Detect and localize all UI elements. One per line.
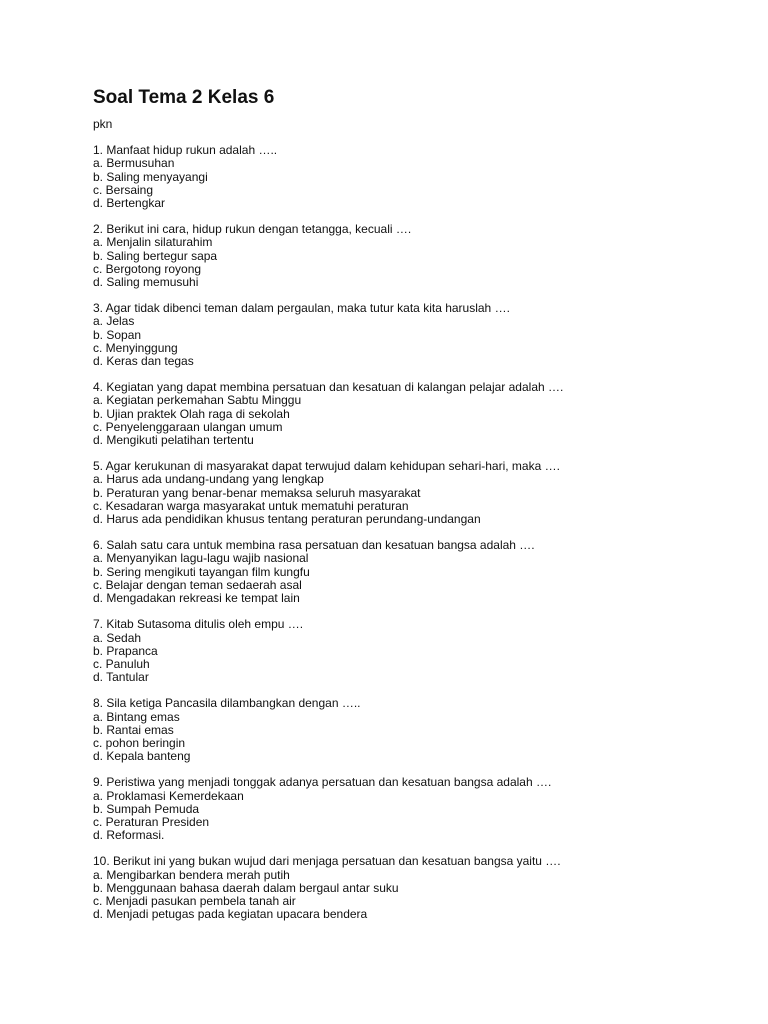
option-a: a. Mengibarkan bendera merah putih [93,867,290,882]
option-b: b. Peraturan yang benar-benar memaksa seluruh masyarakat [93,485,421,500]
option-a: a. Harus ada undang-undang yang lengkap [93,472,324,487]
option-c: c. pohon beringin [93,735,186,750]
option-b: b. Sumpah Pemuda [93,801,200,816]
subject-label: pkn [93,117,113,131]
question-7 [93,618,733,684]
option-d: d. Mengikuti pelatihan tertentu [93,433,254,448]
option-b: b. Prapanca [93,643,158,658]
question-6 [93,539,733,605]
option-a: a. Menyanyikan lagu-lagu wajib nasional [93,551,309,566]
option-a: a. Kegiatan perkemahan Sabtu Minggu [93,393,302,408]
option-d: d. Bertengkar [93,196,166,211]
option-d: d. Saling memusuhi [93,275,199,290]
question-text: 10. Berikut ini yang bukan wujud dari menjaga persatuan dan kesatuan bangsa yaitu …. [93,854,561,869]
question-1 [93,144,733,210]
option-c: c. Bersaing [93,182,154,197]
option-c: c. Peraturan Presiden [93,814,210,829]
option-b: b. Menggunaan bahasa daerah dalam bergaul antar suku [93,880,399,895]
option-d: d. Harus ada pendidikan khusus tentang peraturan perundang-undangan [93,512,481,527]
question-text: 8. Sila ketiga Pancasila dilambangkan dengan ….. [93,696,361,711]
question-9 [93,776,733,842]
option-d: d. Mengadakan rekreasi ke tempat lain [93,591,300,606]
question-8 [93,697,733,763]
option-c: c. Penyelenggaraan ulangan umum [93,419,283,434]
document-title: Soal Tema 2 Kelas 6 [93,87,275,108]
option-c: c. Belajar dengan teman sedaerah asal [93,577,302,592]
document-page [93,86,733,921]
question-text: 6. Salah satu cara untuk membina rasa persatuan dan kesatuan bangsa adalah …. [93,538,535,553]
option-a: a. Bermusuhan [93,156,175,171]
option-b: b. Rantai emas [93,722,174,737]
option-a: a. Proklamasi Kemerdekaan [93,788,244,803]
question-text: 9. Peristiwa yang menjadi tonggak adanya persatuan dan kesatuan bangsa adalah …. [93,775,552,790]
option-a: a. Sedah [93,630,142,645]
question-text: 4. Kegiatan yang dapat membina persatuan dan kesatuan di kalangan pelajar adalah …. [93,380,564,395]
option-d: d. Kepala banteng [93,749,191,764]
option-d: d. Reformasi. [93,828,165,843]
option-a: a. Jelas [93,314,135,329]
option-d: d. Menjadi petugas pada kegiatan upacara bendera [93,907,368,922]
option-d: d. Tantular [93,670,149,685]
option-c: c. Panuluh [93,656,150,671]
option-b: b. Saling menyayangi [93,169,208,184]
option-b: b. Ujian praktek Olah raga di sekolah [93,406,290,421]
option-b: b. Sering mengikuti tayangan film kungfu [93,564,310,579]
question-text: 7. Kitab Sutasoma ditulis oleh empu …. [93,617,304,632]
option-a: a. Menjalin silaturahim [93,235,213,250]
option-a: a. Bintang emas [93,709,180,724]
option-c: c. Menyinggung [93,340,178,355]
question-text: 2. Berikut ini cara, hidup rukun dengan tetangga, kecuali …. [93,222,412,237]
question-5 [93,460,733,526]
question-10 [93,855,733,921]
option-c: c. Menjadi pasukan pembela tanah air [93,893,296,908]
question-4 [93,381,733,447]
question-text: 5. Agar kerukunan di masyarakat dapat terwujud dalam kehidupan sehari-hari, maka …. [93,459,560,474]
option-c: c. Bergotong royong [93,261,202,276]
question-2 [93,223,733,289]
option-b: b. Saling bertegur sapa [93,248,218,263]
question-text: 3. Agar tidak dibenci teman dalam pergaulan, maka tutur kata kita haruslah …. [93,301,510,316]
option-d: d. Keras dan tegas [93,354,194,369]
question-3 [93,302,733,368]
question-text: 1. Manfaat hidup rukun adalah ….. [93,143,278,158]
option-b: b. Sopan [93,327,142,342]
option-c: c. Kesadaran warga masyarakat untuk mematuhi peraturan [93,498,409,513]
